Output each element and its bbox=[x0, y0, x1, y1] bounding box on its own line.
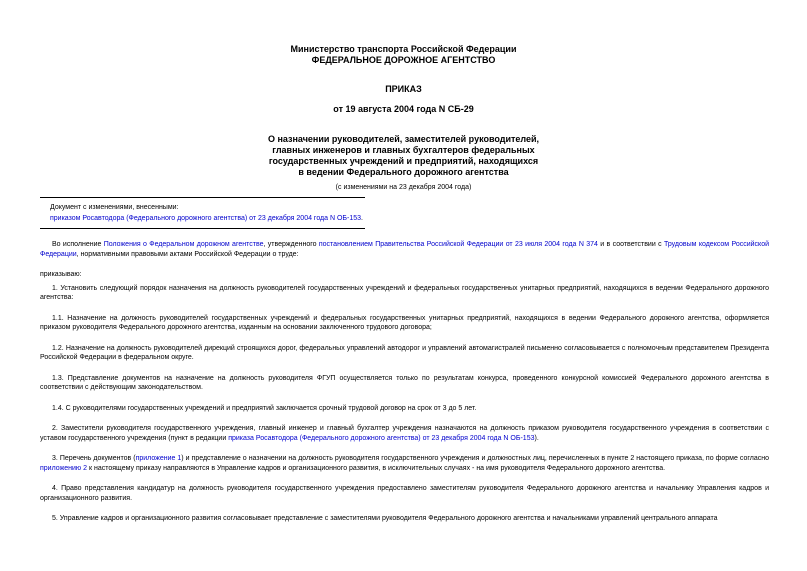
intro-text: , нормативными правовыми актами Российской Федерации о труде: bbox=[76, 250, 299, 258]
order-word: приказываю: bbox=[40, 271, 82, 278]
spacer bbox=[40, 259, 769, 270]
intro-text: и в соответствии с bbox=[597, 241, 664, 248]
divider-top bbox=[40, 197, 365, 198]
intro-text: Во исполнение bbox=[52, 241, 104, 248]
paragraph-1: 1. Установить следующий порядок назначения на должность руководителей государственных учреждений и федеральных государственных унитарных предприятий, находящихся в ведении Федерального дорожного агентства: bbox=[40, 284, 769, 301]
document-body bbox=[40, 240, 769, 524]
p3-text: 3. Перечень документов ( bbox=[52, 455, 136, 462]
doc-title-line: главных инженеров и главных бухгалтеров федеральных bbox=[272, 145, 535, 155]
appendix-1-link[interactable]: приложение 1 bbox=[135, 455, 182, 462]
doc-date-number: от 19 августа 2004 года N СБ-29 bbox=[333, 104, 474, 114]
intro-text: , утвержденного bbox=[263, 241, 319, 248]
doc-title bbox=[0, 134, 807, 178]
amendment-link[interactable]: приказом Росавтодора (Федерального дорожного агентства) от 23 декабря 2004 года N ОБ-153 bbox=[50, 215, 362, 222]
header-block bbox=[0, 44, 807, 66]
amendment-link[interactable]: приказа Росавтодора (Федерального дорожного агентства) от 23 декабря 2004 года N ОБ-153 bbox=[228, 434, 535, 442]
doc-changes-box bbox=[50, 202, 363, 224]
p3-text: к настоящему приказу направляются в Управление кадров и организационного развития, в исключительных случаях - на имя руководителя Федерального дорожного агентства. bbox=[87, 464, 666, 472]
p2-text: 2. Заместители руководителя государственного учреждения, главный инженер и главный бухгалтер учреждения назначаются на должность приказом руководителя государственного учреждения в соответствии с уставом государственного учреждения (пункт в редакции bbox=[40, 425, 769, 442]
paragraph-1-1: 1.1. Назначение на должность руководителей государственных учреждений и федеральных государственных унитарных предприятий, находящихся в ведении Федерального дорожного агентства, оформляется приказом руководителя Федерального дорожного агентства, изданным на основании заключенного трудового договора; bbox=[40, 314, 769, 331]
intro-paragraph bbox=[40, 240, 769, 259]
doc-title-line: государственных учреждений и предприятий, находящихся bbox=[268, 156, 539, 166]
doc-type: ПРИКАЗ bbox=[385, 84, 422, 94]
doc-title-line: в ведении Федерального дорожного агентства bbox=[298, 167, 509, 177]
agency-name: ФЕДЕРАЛЬНОЕ ДОРОЖНОЕ АГЕНТСТВО bbox=[311, 55, 496, 65]
spacer bbox=[40, 363, 769, 374]
spacer bbox=[40, 503, 769, 514]
p2-text: ). bbox=[534, 434, 539, 442]
spacer bbox=[40, 393, 769, 404]
paragraph-5: 5. Управление кадров и организационного развития согласовывает представление с заместителями руководителя Федерального дорожного агентства и начальниками управлений центрального аппарата bbox=[52, 515, 718, 522]
p3-text: ) и представление о назначении на должность руководителя государственного учреждения и должностных лиц, перечисленных в пункте 2 настоящего приказа, по форме согласно bbox=[181, 455, 769, 462]
paragraph-4: 4. Право представления кандидатур на должность руководителя государственного учреждения предоставлено заместителям руководителя Федерального дорожного агентства и начальнику Управления кадров и организационного развития. bbox=[40, 485, 769, 502]
paragraph-2 bbox=[40, 424, 769, 443]
paragraph-3 bbox=[40, 454, 769, 473]
changes-note: (с изменениями на 23 декабря 2004 года) bbox=[335, 184, 472, 191]
spacer bbox=[40, 333, 769, 344]
doc-title-line: О назначении руководителей, заместителей руководителей, bbox=[267, 134, 540, 144]
ministry-name: Министерство транспорта Российской Федерации bbox=[290, 44, 517, 54]
doc-changes-label: Документ с изменениями, внесенными: bbox=[50, 204, 179, 211]
spacer bbox=[40, 303, 769, 314]
spacer bbox=[40, 473, 769, 484]
paragraph-1-3: 1.3. Представление документов на назначение на должность руководителя ФГУП осуществляется только по результатам конкурса, проведенного конкурсной комиссией Федерального дорожного агентства в соответствии с действующим законодательством. bbox=[40, 374, 769, 391]
divider-bottom bbox=[40, 228, 365, 229]
regulation-link[interactable]: Положения о Федеральном дорожном агентстве bbox=[103, 241, 264, 248]
doc-changes-end: . bbox=[361, 215, 363, 222]
spacer bbox=[40, 443, 769, 454]
labor-code-link[interactable]: Трудовым кодексом Российской Федерации bbox=[40, 241, 770, 258]
spacer bbox=[40, 413, 769, 424]
doc-changes-entry bbox=[50, 213, 363, 224]
government-decree-link[interactable]: постановлением Правительства Российской Федерации от 23 июля 2004 года N 374 bbox=[318, 241, 598, 248]
paragraph-1-2: 1.2. Назначение на должность руководителей дирекций строящихся дорог, федеральных управлений автодорог и управлений автомагистралей письменно согласовывается с полномочным представителем Президента Российской Федерации в федеральном округе. bbox=[40, 344, 769, 361]
appendix-2-link[interactable]: приложению 2 bbox=[40, 464, 88, 472]
paragraph-1-4: 1.4. С руководителями государственных учреждений и предприятий заключается срочный трудовой договор на срок от 3 до 5 лет. bbox=[52, 404, 477, 412]
